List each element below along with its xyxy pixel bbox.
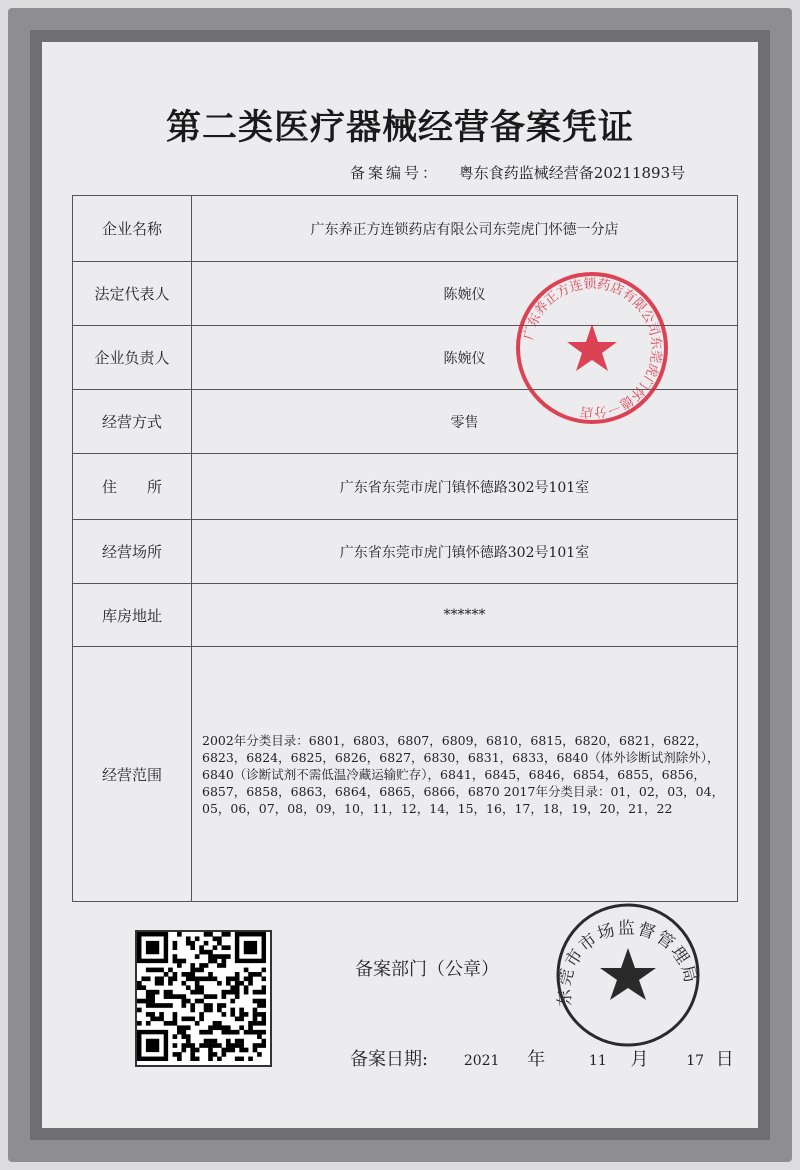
row-label: 住 所 bbox=[73, 454, 192, 520]
row-label: 经营场所 bbox=[73, 520, 192, 584]
table-row bbox=[73, 647, 738, 902]
table-row bbox=[73, 520, 738, 584]
table-row bbox=[73, 584, 738, 647]
row-label: 法定代表人 bbox=[73, 262, 192, 326]
date-month-unit: 月 bbox=[630, 1049, 649, 1070]
table-row bbox=[73, 454, 738, 520]
seal-star-icon bbox=[567, 324, 617, 371]
date-month: 11 bbox=[588, 1053, 607, 1069]
table-row bbox=[73, 196, 738, 262]
row-label: 经营范围 bbox=[73, 647, 192, 902]
seal-star-icon bbox=[600, 948, 656, 1000]
filing-department-label: 备案部门（公章） bbox=[355, 959, 499, 980]
company-seal-text: 广东养正方连锁药店有限公司东莞虎门怀德一分店 bbox=[521, 276, 664, 420]
record-number-value: 粤东食药监械经营备20211893号 bbox=[458, 164, 686, 182]
filing-date-label: 备案日期: bbox=[350, 1049, 429, 1070]
government-seal-text: 东莞市市场监督管理局 bbox=[554, 918, 701, 1008]
record-number-label: 备案编号： bbox=[350, 164, 441, 182]
row-value: 零售 bbox=[192, 390, 738, 454]
row-label: 企业名称 bbox=[73, 196, 192, 262]
qr-code-graphic bbox=[137, 932, 266, 1061]
qr-code[interactable] bbox=[135, 930, 272, 1067]
row-value: ****** bbox=[192, 584, 738, 647]
row-value: 陈婉仪 bbox=[192, 262, 738, 326]
row-value: 广东省东莞市虎门镇怀德路302号101室 bbox=[192, 454, 738, 520]
date-year-unit: 年 bbox=[527, 1049, 546, 1070]
record-number-line bbox=[350, 162, 685, 183]
document-title: 第二类医疗器械经营备案凭证 bbox=[165, 107, 634, 148]
row-value: 陈婉仪 bbox=[192, 326, 738, 390]
company-seal-stamp bbox=[512, 268, 672, 428]
business-scope-text: 2002年分类目录：6801，6803，6807，6809，6810，6815，6820，6821，6822，6823，6824，6825，6826，6827，6830，6831，6833，6840（体外诊断试剂除外），6840（诊断试剂不需低温冷藏运输贮存），6841，6845，6846，6854，6855，6856，6857，6858，6863，6864，6865，6866，6870 2017年分类目录：01，02，03，04，05，06，07，08，09，10，11，12，14，15，16，17，18，19，20，21，22 bbox=[192, 647, 738, 902]
row-label: 经营方式 bbox=[73, 390, 192, 454]
date-year: 2021 bbox=[463, 1053, 500, 1069]
date-day: 17 bbox=[686, 1053, 705, 1069]
row-value: 广东养正方连锁药店有限公司东莞虎门怀德一分店 bbox=[192, 196, 738, 262]
date-day-unit: 日 bbox=[715, 1049, 734, 1070]
row-label: 库房地址 bbox=[73, 584, 192, 647]
government-seal-stamp bbox=[553, 900, 703, 1050]
row-value: 广东省东莞市虎门镇怀德路302号101室 bbox=[192, 520, 738, 584]
row-label: 企业负责人 bbox=[73, 326, 192, 390]
